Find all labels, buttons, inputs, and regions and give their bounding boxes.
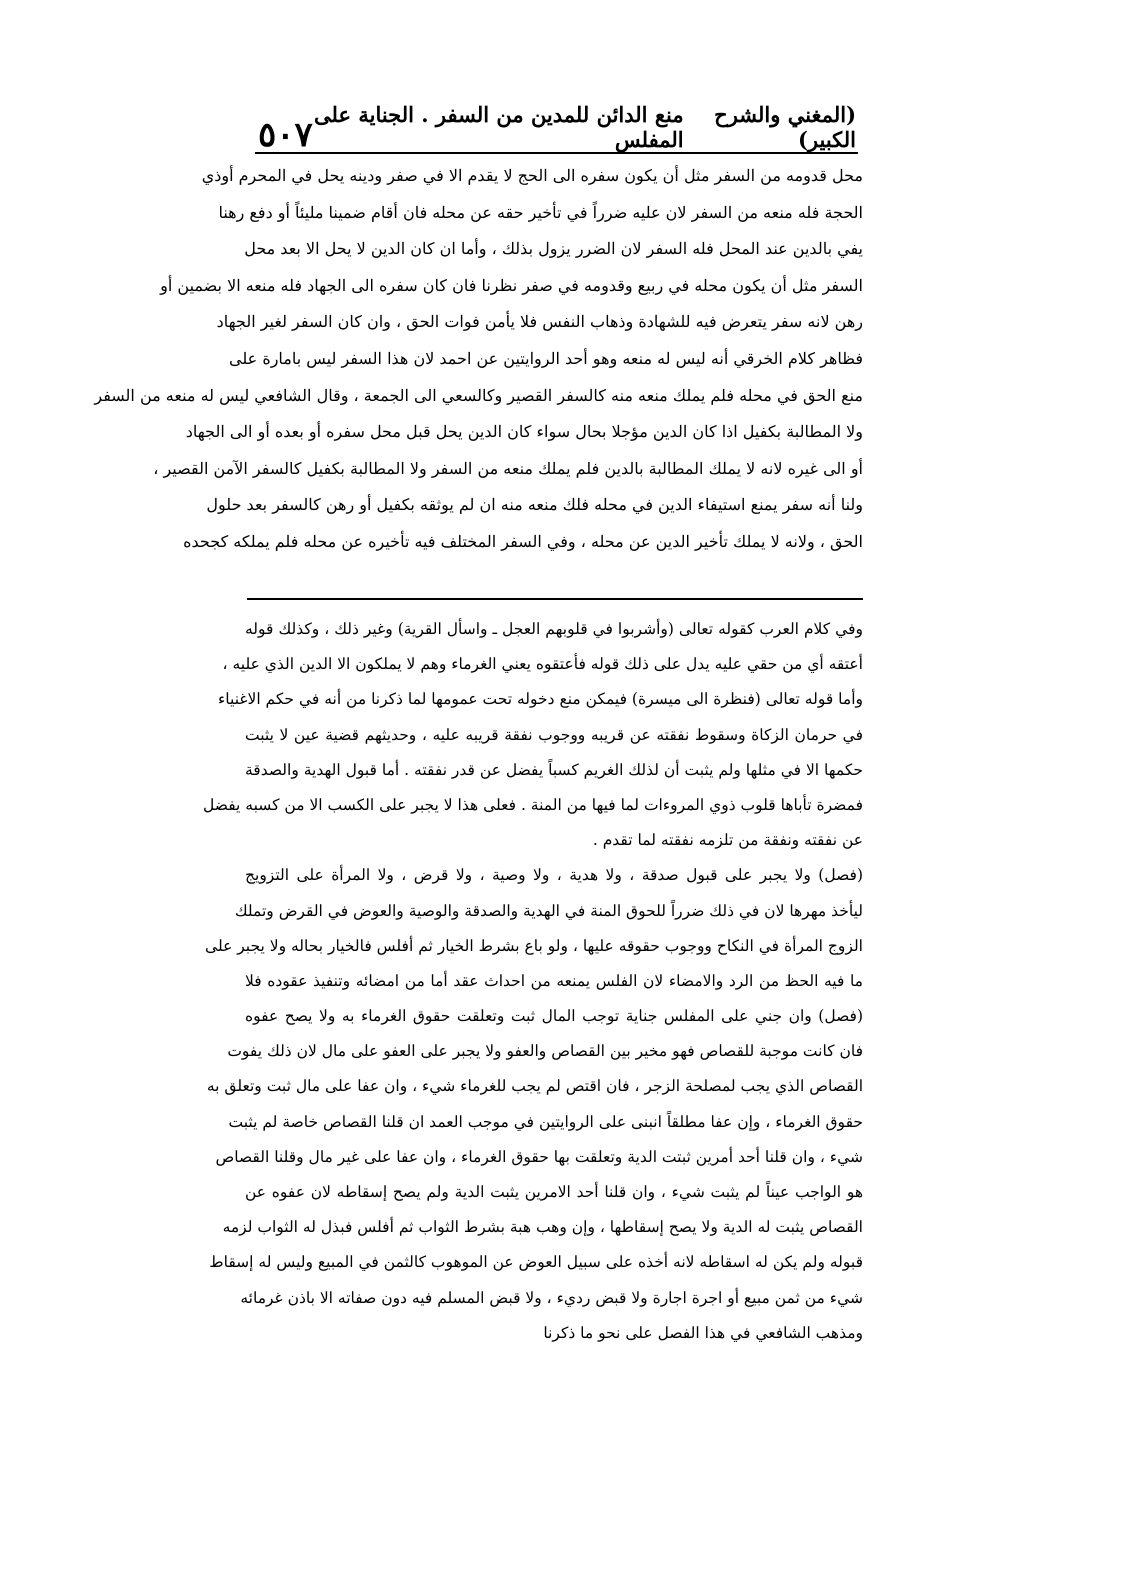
mughni-line: ليأخذ مهرها لان في ذلك ضرراً للحوق المنة في الهدية والصدقة والوصية والعوض في القرض وتملك	[234, 901, 863, 920]
mughni-line: حكمها الا في مثلها ولم يثبت أن لذلك الغريم كسباً يفضل عن قدر نفقته . أما قبول الهدية والصدقة	[245, 760, 863, 779]
mughni-line: فمضرة تأباها قلوب ذوي المروءات لما فيها من المنة . فعلى هذا لا يجبر على الكسب الا من كسبه يفضل	[203, 795, 863, 814]
section-divider	[247, 598, 863, 600]
mughni-line: (فصل) ولا يجبر على قبول صدقة ، ولا هدية ، ولا وصية ، ولا قرض ، ولا المرأة على التزويج	[245, 866, 863, 885]
mughni-line: شيء ، وان قلنا أحد أمرين ثبتت الدية وتعلقت بها حقوق الغرماء ، وان عفا على غير مال وقلنا القصاص	[215, 1147, 863, 1166]
sharh-line: فظاهر كلام الخرقي أنه ليس له منعه وهو أحد الروايتين عن احمد لان هذا السفر ليس بامارة على	[229, 348, 863, 368]
page-header	[258, 102, 856, 155]
chapter-title: منع الدائن للمدين من السفر . الجناية على المفلس	[314, 102, 684, 152]
mughni-line: هو الواجب عيناً لم يثبت شيء ، وان قلنا أحد الامرين يثبت الدية ولم يصح إسقاطه لان عفوه عن	[245, 1183, 863, 1201]
mughni-line: ما فيه الحظ من الرد والامضاء لان الفلس يمنعه من احداث عقد أما من امضائه وتنفيذ عقوده فلا	[245, 971, 863, 990]
mughni-line: الزوج المرأة في النكاح ووجوب حقوقه عليها ، ولو باع بشرط الخيار ثم أفلس فالخيار بحاله ولا يجبر على	[205, 936, 863, 955]
page-number: ٥٠٧	[258, 115, 313, 155]
sharh-text-block	[94, 158, 863, 561]
sharh-line: منع الحق في محله فلم يملك منعه منه كالسفر القصير وكالسعي الى الجمعة ، وقال الشافعي ليس له منعه من السفر	[94, 385, 863, 405]
sharh-line: أو الى غيره لانه لا يملك المطالبة بالدين فلم يملك منعه من السفر ولا المطالبة بكفيل كالسفر الآمن القصير ،	[153, 458, 863, 478]
sharh-line: الحجة فله منعه من السفر لان عليه ضرراً في تأخير حقه عن محله فان أقام ضمينا مليئاً أو دفع رهنا	[218, 202, 863, 222]
mughni-line: القصاص الذي يجب لمصلحة الزجر ، فان اقتص لم يجب للغرماء شيء ، وان عفا على مال ثبت وتعلق به	[206, 1077, 863, 1096]
mughni-line: وفي كلام العرب كقوله تعالى (وأشربوا في قلوبهم العجل ـ واسأل القرية) وغير ذلك ، وكذلك قوله	[245, 620, 863, 638]
mughni-line: (فصل) وان جني على المفلس جناية توجب المال ثبت وتعلقت حقوق الغرماء به ولا يصح عفوه	[245, 1007, 863, 1026]
mughni-line: شيء من ثمن مبيع أو اجرة اجارة ولا قبض رديء ، ولا قبض المسلم فيه دون صفاته الا باذن غرمائه	[240, 1288, 863, 1307]
sharh-line: رهن لانه سفر يتعرض فيه للشهادة وذهاب النفس فلا يأمن فوات الحق ، وان كان السفر لغير الجهاد	[216, 312, 863, 332]
mughni-text-block	[203, 612, 863, 1351]
mughni-line: القصاص يثبت له الدية ولا يصح إسقاطها ، وإن وهب هبة بشرط الثواب ثم أفلس فبذل له الثواب لزمه	[222, 1218, 863, 1237]
mughni-line: قبوله ولم يكن له اسقاطه لانه أخذه على سبيل العوض عن الموهوب كالثمن في المبيع وليس له إسقاط	[209, 1253, 863, 1272]
mughni-line: ومذهب الشافعي في هذا الفصل على نحو ما ذكرنا	[543, 1323, 863, 1342]
sharh-line: محل قدومه من السفر مثل أن يكون سفره الى الحج لا يقدم الا في صفر ودينه يحل في المحرم أوذي	[201, 166, 863, 185]
sharh-line: السفر مثل أن يكون محله في ربيع وقدومه في صفر نظرنا فان كان سفره الى الجهاد فله منعه الا بضمين أو	[160, 275, 863, 295]
sharh-line: الحق ، ولانه لا يملك تأخير الدين عن محله ، وفي السفر المختلف فيه تأخيره عن محله فلم يملكه كجحده	[183, 531, 863, 551]
mughni-line: فان كانت موجبة للقصاص فهو مخير بين القصاص والعفو ولا يجبر على العفو على مال لان ذلك يفوت	[227, 1042, 863, 1061]
book-title: (المغني والشرح الكبير)	[714, 102, 856, 152]
sharh-line: ولنا أنه سفر يمنع استيفاء الدين في محله فلك منعه منه ان لم يوثقه بكفيل أو رهن كالسفر بعد حلول	[206, 495, 863, 515]
mughni-line: عن نفقته ونفقة من تلزمه نفقته لما تقدم .	[592, 831, 863, 850]
header-rule	[255, 152, 858, 154]
mughni-line: أعتقه أي من حقي عليه يدل على ذلك قوله فأعتقوه يعني الغرماء وهم لا يملكون الا الدين الذي عليه ،	[222, 655, 863, 674]
mughni-line: في حرمان الزكاة وسقوط نفقته عن قريبه ووجوب نفقة قريبه عليه ، وحديثهم قضية عين لا يثبت	[245, 725, 863, 744]
mughni-line: وأما قوله تعالى (فنظرة الى ميسرة) فيمكن منع دخوله تحت عمومها لما ذكرنا من أنه في حكم الاغنياء	[218, 690, 863, 709]
sharh-line: يفي بالدين عند المحل فله السفر لان الضرر يزول بذلك ، وأما ان كان الدين لا يحل الا بعد محل	[244, 239, 863, 259]
sharh-line: ولا المطالبة بكفيل اذا كان الدين مؤجلا بحال سواء كان الدين يحل قبل محل سفره أو بعده أو الى الجهاد	[185, 422, 863, 442]
mughni-line: حقوق الغرماء ، وإن عفا مطلقاً انبنى على الروايتين في موجب العمد ان قلنا القصاص خاصة لم يثبت	[228, 1112, 863, 1131]
